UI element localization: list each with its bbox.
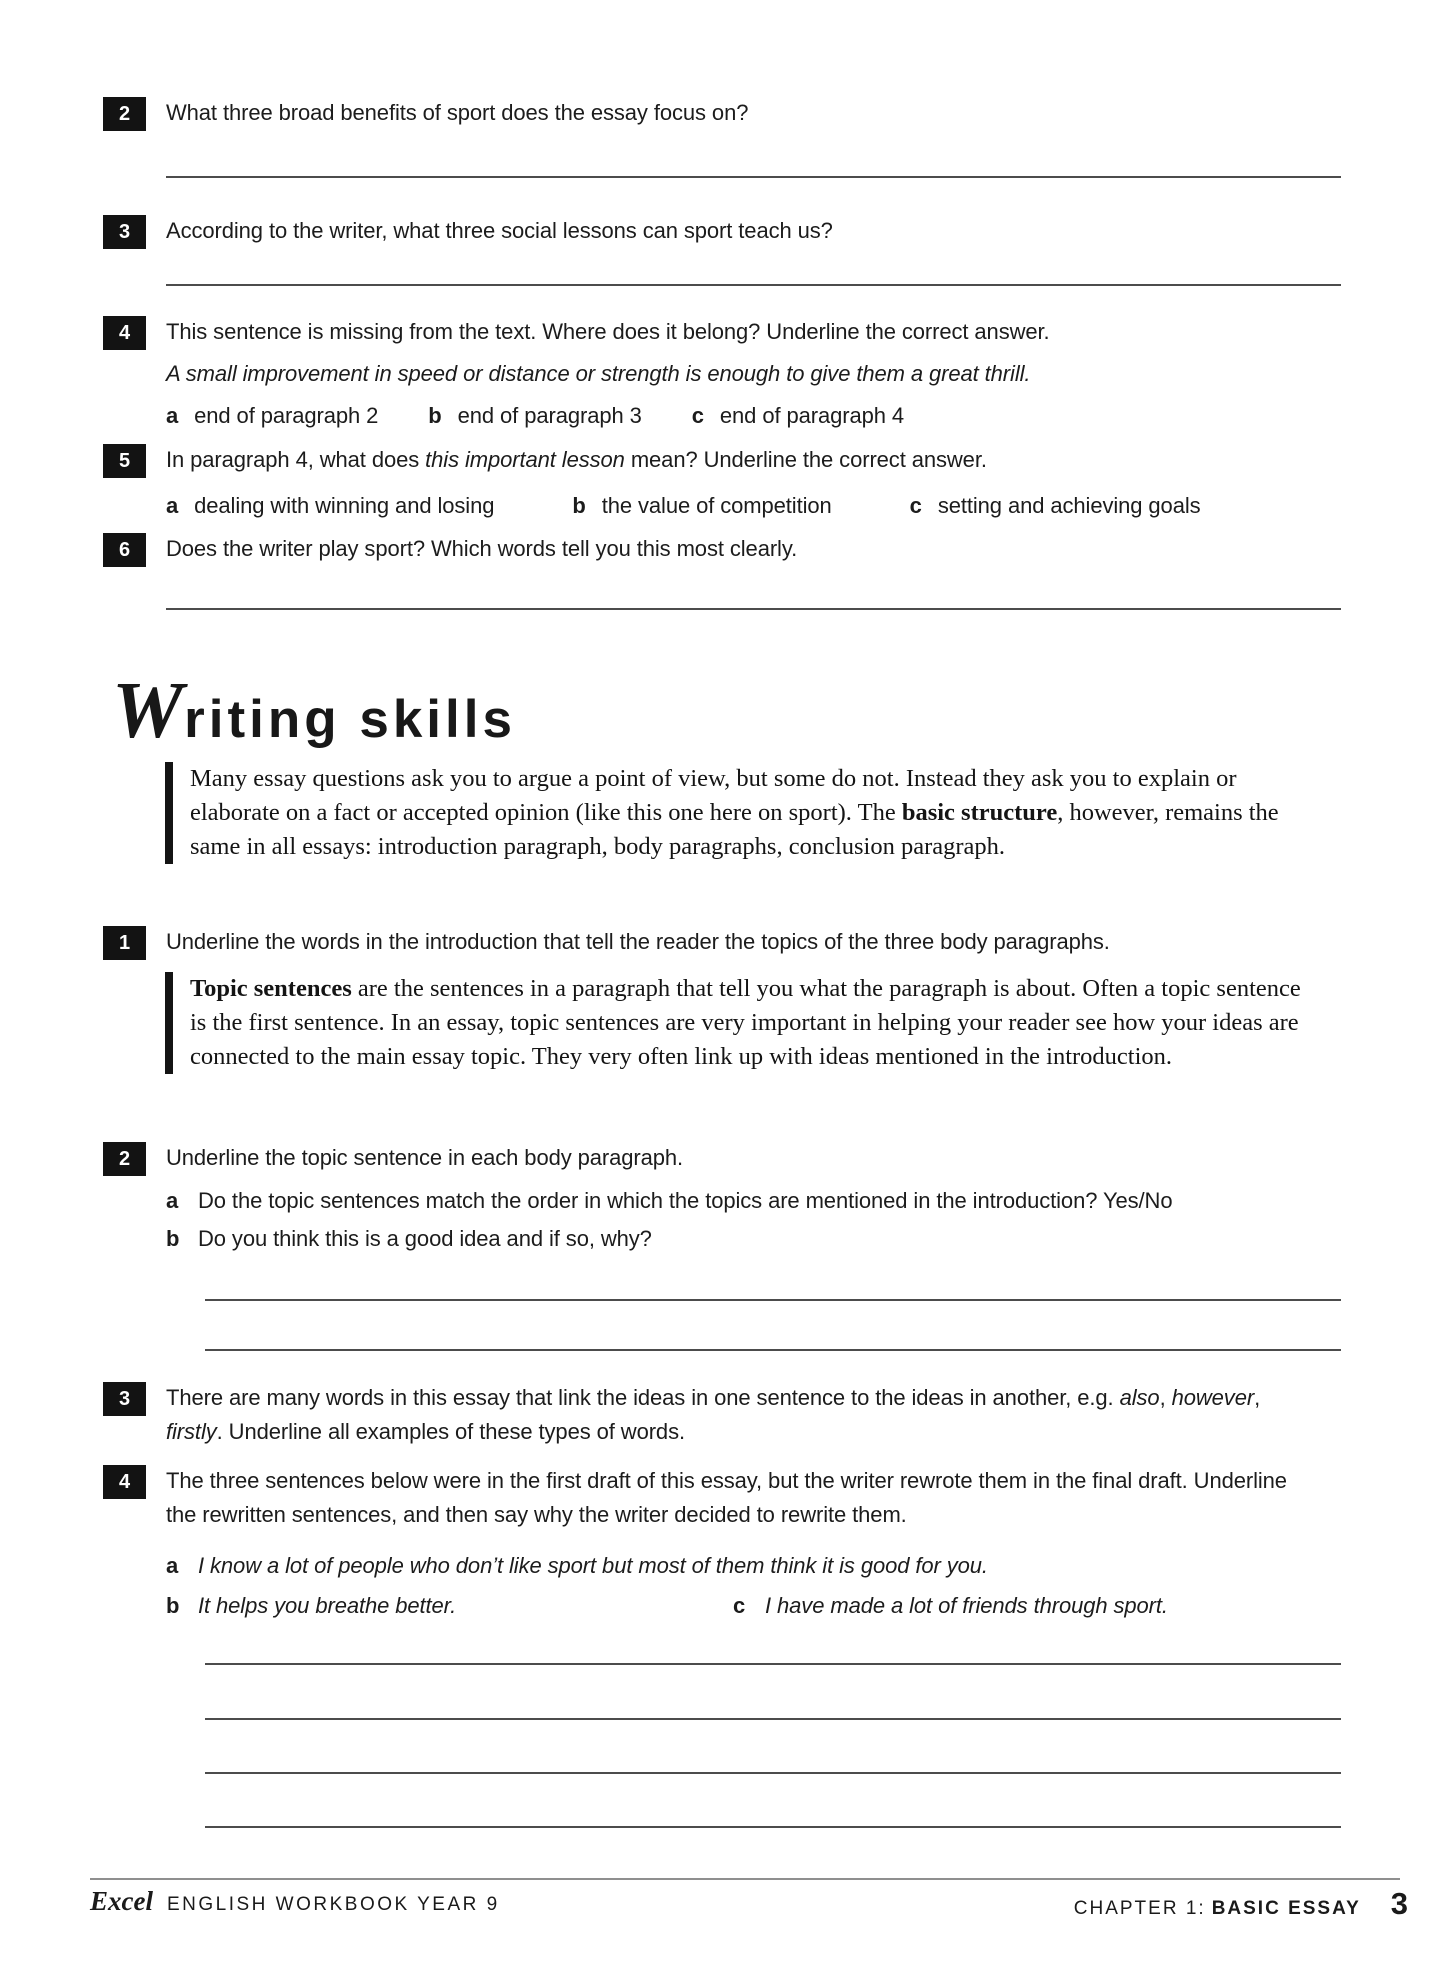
writing-question-2-text: Underline the topic sentence in each body paragraph. [166,1145,684,1170]
option-c [910,489,1201,523]
option-c [692,399,904,433]
bold-phrase: basic structure [901,799,1058,826]
option-c-label: c [691,403,704,428]
topic-sentences-note: Topic sentences are the sentences in a paragraph that tell you what the paragraph is about. Often a topic sentence is the first sentence. In an essay, topic sentences are very important in helping your reader see how your ideas are connected to the main essay topic. They very often link up with ideas mentioned in the introduction. [165,972,1315,1074]
question-5-text: In paragraph 4, what does this important lesson mean? Underline the correct answer. [166,447,987,472]
heading-rest: riting skills [184,690,516,749]
option-a-label: a [166,493,179,518]
bold-phrase: Topic sentences [190,975,352,1002]
sub-a-text: Do the topic sentences match the order in which the topics are mentioned in the introduction? Yes/No [198,1188,1173,1213]
sub-a-text: I know a lot of people who don’t like sport but most of them think it is good for you. [198,1553,988,1578]
writing-question-2-number-badge: 2 [103,1142,146,1176]
answer-line [166,608,1341,610]
writing-question-1-number-badge: 1 [103,926,146,960]
question-5-number-badge: 5 [103,444,146,478]
italic-phrase: this important lesson [425,447,625,472]
writing-question-2 [103,1141,1356,1176]
option-a-label: a [166,403,179,428]
linking-word-example: also [1119,1385,1160,1410]
answer-line [205,1718,1341,1720]
question-3 [103,214,1356,249]
writing-question-1 [103,925,1356,960]
question-4-options [166,399,1356,433]
writing-question-2-sub-b [166,1222,1356,1256]
option-c-label: c [909,493,922,518]
sub-b-text: It helps you breathe better. [198,1593,457,1618]
option-b-label: b [572,493,586,518]
question-6-text: Does the writer play sport? Which words tell you this most clearly. [166,536,798,561]
answer-line [205,1826,1341,1828]
question-2-text: What three broad benefits of sport does the essay focus on? [166,100,749,125]
answer-line [166,176,1341,178]
answer-line [205,1663,1341,1665]
question-5-options [166,489,1356,523]
option-a-text: end of paragraph 2 [194,403,379,428]
linking-word-example: firstly [166,1419,217,1444]
question-4-text: This sentence is missing from the text. Where does it belong? Underline the correct answer. [166,319,1050,344]
question-4-missing-sentence: A small improvement in speed or distance or strength is enough to give them a great thrill. [166,361,1031,386]
footer-chapter-info [1074,1886,1408,1922]
linking-word-example: however [1171,1385,1255,1410]
option-a [166,489,494,523]
writing-question-4-sub-a [166,1549,1356,1583]
heading-drop-cap: W [112,667,184,755]
question-2 [103,96,1356,131]
question-5 [103,443,1356,523]
question-3-text: According to the writer, what three social lessons can sport teach us? [166,218,833,243]
sub-b-label: b [166,1226,180,1251]
option-b-label: b [428,403,442,428]
writing-question-1-text: Underline the words in the introduction that tell the reader the topics of the three body paragraphs. [166,929,1110,954]
answer-line [205,1299,1341,1301]
writing-question-3-text: There are many words in this essay that link the ideas in one sentence to the ideas in another, e.g. also, however, firstly. Underline all examples of these types of words. [166,1385,1261,1444]
writing-question-4 [103,1464,1316,1532]
writing-question-4-sub-b [166,1589,706,1623]
answer-line [166,284,1341,286]
sub-c-label: c [733,1593,746,1618]
sub-b-label: b [166,1593,180,1618]
question-4 [103,315,1356,433]
section-heading-writing-skills [112,667,516,755]
option-b-text: end of paragraph 3 [457,403,642,428]
option-c-text: end of paragraph 4 [719,403,905,428]
footer-book-title [90,1886,500,1917]
writing-question-3-number-badge: 3 [103,1382,146,1416]
page-number: 3 [1390,1886,1408,1921]
writing-question-4-text: The three sentences below were in the first draft of this essay, but the writer rewrote them in the final draft. Underline the rewritten sentences, and then say why the writer decided to rewrite them. [166,1468,1287,1527]
sub-c-text: I have made a lot of friends through sport. [765,1593,1168,1618]
writing-question-3 [103,1381,1316,1449]
question-6 [103,532,1356,567]
writing-question-2-sub-a [166,1184,1356,1218]
question-4-number-badge: 4 [103,316,146,350]
answer-line [205,1349,1341,1351]
question-2-number-badge: 2 [103,97,146,131]
intro-note: Many essay questions ask you to argue a point of view, but some do not. Instead they ask you to explain or elaborate on a fact or accepted opinion (like this one here on sport). The basic structure, however, remains the same in all essays: introduction paragraph, body paragraphs, conclusion paragraph. [165,762,1315,864]
answer-line [205,1772,1341,1774]
footer-chapter-title: BASIC ESSAY [1211,1898,1361,1919]
option-b-text: the value of competition [601,493,832,518]
option-a-text: dealing with winning and losing [194,493,495,518]
sub-b-text: Do you think this is a good idea and if so, why? [198,1226,652,1251]
option-a [166,399,378,433]
sub-a-label: a [166,1553,179,1578]
writing-question-4-sub-c [733,1589,1353,1623]
writing-question-4-number-badge: 4 [103,1465,146,1499]
footer-rule [90,1878,1400,1880]
option-b [428,399,641,433]
question-3-number-badge: 3 [103,215,146,249]
option-b [572,489,831,523]
question-6-number-badge: 6 [103,533,146,567]
footer-series-title: ENGLISH WORKBOOK YEAR 9 [166,1894,500,1915]
footer-chapter-prefix: CHAPTER 1: [1073,1898,1206,1919]
sub-a-label: a [166,1188,179,1213]
option-c-text: setting and achieving goals [937,493,1201,518]
excel-brand-logo: Excel [90,1886,153,1916]
